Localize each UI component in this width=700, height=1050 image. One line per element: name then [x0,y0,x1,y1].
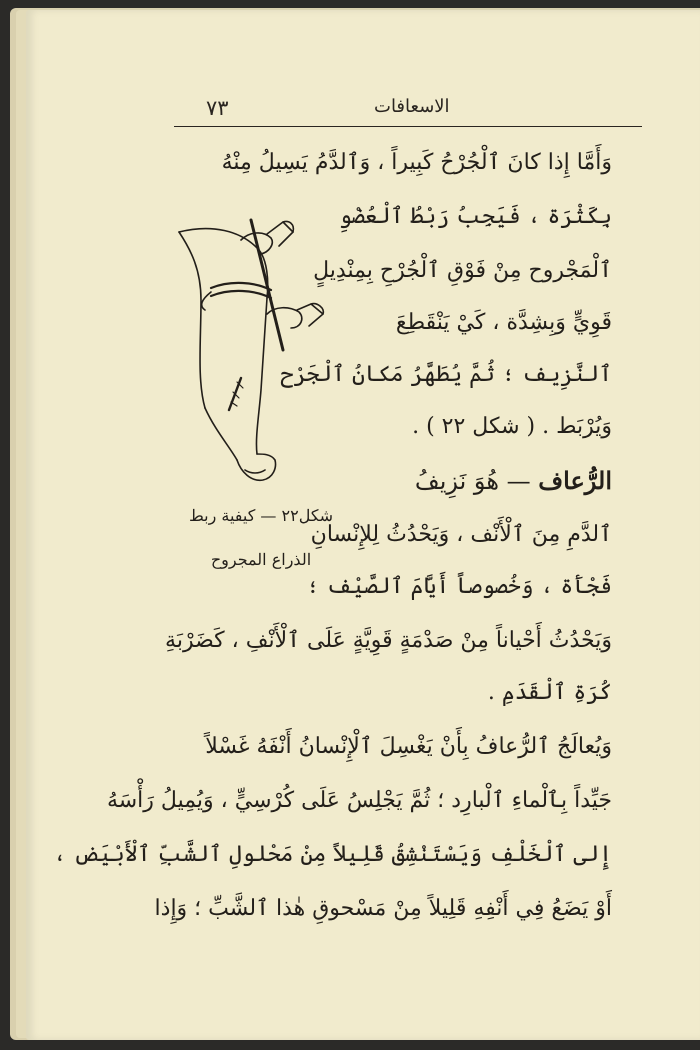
heading-term: الرُّعاف [538,466,612,495]
section-heading [415,466,612,495]
text-line-9: وَيَحْدُثُ أَحْياناً مِنْ صَدْمَةٍ قَوِيَّةٍ عَلَى ٱلْأَنْفِ ، كَضَرْبَةِ [165,628,612,653]
text-line-2: بِكَثْرَة ، فَيَجِبُ رَبْطُ ٱلْعُضْوِ [339,204,612,229]
text-line-10: كُرَةِ ٱلْقَدَمِ . [487,680,612,705]
text-line-14: أَوْ يَضَعُ فِي أَنْفِهِ قَلِيلاً مِنْ مَسْحوقِ هٰذا ٱلشَّبِّ ؛ وَإِذا [154,896,612,921]
text-line-3: ٱلْمَجْروح مِنْ فَوْقِ ٱلْجُرْحِ بِمِنْدِيلٍ [313,258,612,283]
text-line-13: إِلى ٱلْخَلْفِ وَيَسْتَنْشِقُ قَلِيلاً مِنْ مَحْلولِ ٱلشَّبِّ ٱلْأَبْيَض ، [53,842,612,867]
arm-tourniquet-illustration [171,210,351,500]
book-page [26,10,700,1040]
page-number: ٧٣ [206,96,229,120]
figure-caption-line1: شكل٢٢ — كيفية ربط [188,506,334,525]
text-line-5: ٱلنَّزِيف ؛ ثُمَّ يُطَهَّرُ مَكانُ ٱلْجَرْح [280,362,612,387]
text-line-6: وَيُرْبَط . ( شكل ٢٢ ) . [412,414,612,439]
text-line-11: وَيُعالَجُ ٱلرُّعافُ بِأَنْ يَغْسِلَ ٱلْإِنْسانُ أَنْفَهُ غَسْلاً [205,734,612,759]
figure-caption-line2: الذراع المجروح [210,550,312,569]
running-title: الاسعافات [374,96,450,117]
text-line-1: وَأَمَّا إِذا كانَ ٱلْجُرْحُ كَبِيراً ، وَٱلدَّمُ يَسِيلُ مِنْهُ [221,150,612,175]
text-line-4: قَوِيٍّ وَبِشِدَّة ، كَيْ يَنْقَطِعَ [395,310,612,335]
page-header [174,92,642,127]
text-line-12: جَيِّداً بِٱلْماءِ ٱلْبارِد ؛ ثُمَّ يَجْلِسُ عَلَى كُرْسِيٍّ ، وَيُمِيلُ رَأْسَهُ [106,788,612,813]
heading-rest: — هُوَ نَزِيفُ [414,467,531,495]
text-line-8: فَجْأَة ، وَخُصوصاً أَيَّامَ ٱلصَّيْف ؛ [306,574,612,599]
text-line-7: ٱلدَّمِ مِنَ ٱلْأَنْف ، وَيَحْدُثُ لِلإِنْسانِ [310,522,612,547]
